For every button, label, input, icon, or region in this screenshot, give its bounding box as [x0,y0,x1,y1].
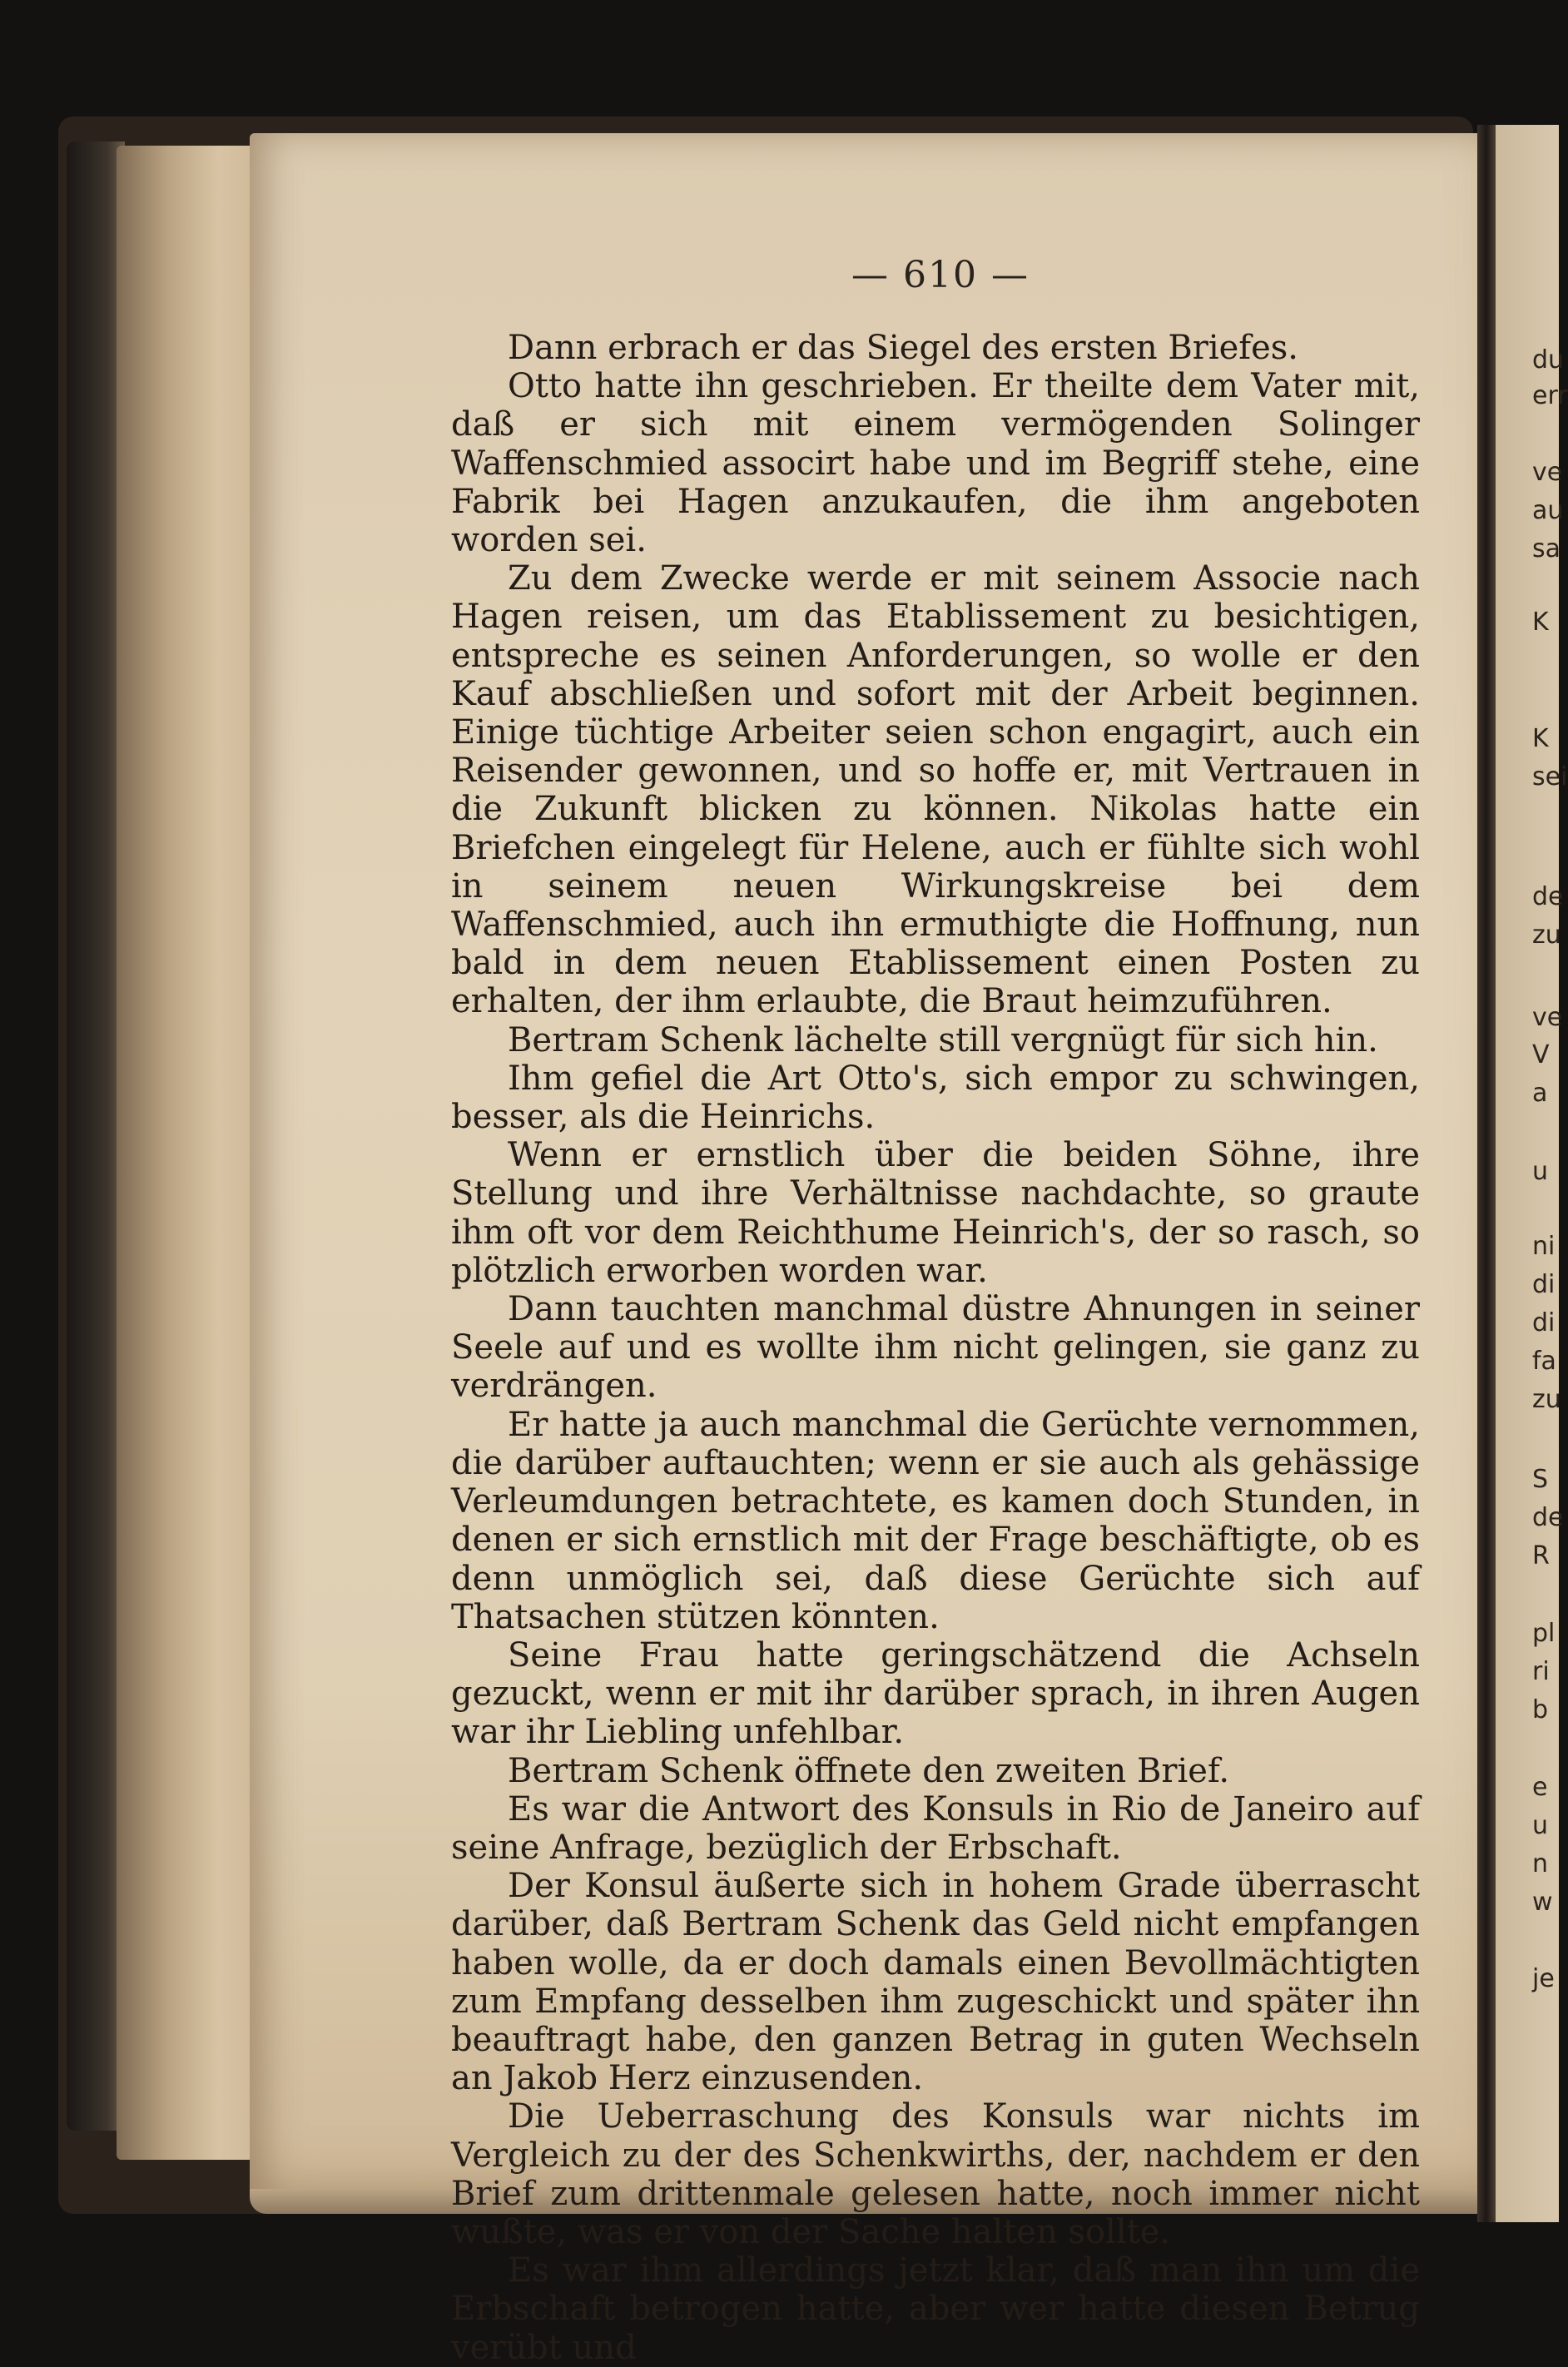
page-text [451,329,1420,2367]
paragraph-5: Ihm gefiel die Art Otto's, sich empor zu schwingen, besser, als die Heinrichs. [451,1059,1420,1137]
next-page-fragment: ve [1532,1003,1563,1032]
paragraph-9: Seine Frau hatte geringschätzend die Achseln gezuckt, wenn er mit ihr darüber sprach, in ihren Augen war ihr Liebling unfehlbar. [451,1635,1420,1752]
next-page-fragment: S [1532,1465,1549,1494]
next-page-fragment: u [1532,1811,1549,1840]
next-page-fragment: sa [1532,534,1561,563]
next-page-fragment: du [1532,345,1565,375]
paragraph-8: Er hatte ja auch manchmal die Gerüchte vernommen, die darüber auftauchten; wenn er sie auch als gehässige Verleumdungen betrachtete, es kamen doch Stunden, in denen er sich ernstlich mit der Frage beschäftigte, ob es denn unmöglich sei, daß diese Gerüchte sich auf Thatsachen stützen könnten. [451,1405,1420,1636]
next-page-fragment: fa [1532,1347,1556,1376]
next-page-fragment: di [1532,1270,1556,1299]
paragraph-1: Dann erbrach er das Siegel des ersten Briefes. [508,329,1299,367]
next-page-edge [1496,125,1568,2222]
paragraph-7: Dann tauchten manchmal düstre Ahnungen in seiner Seele auf und es wollte ihm nicht gelingen, sie ganz zu verdrängen. [451,1290,1420,1406]
paragraph-6: Wenn er ernstlich über die beiden Söhne, ihre Stellung und ihre Verhältnisse nachdachte, so graute ihm oft vor dem Reichthume Heinrich's, der so rasch, so plötzlich erworben worden war. [451,1136,1420,1290]
paragraph-13: Die Ueberraschung des Konsuls war nichts im Vergleich zu der des Schenkwirths, der, nachdem er den Brief zum drittenmale gelesen hatte, noch immer nicht wußte, was er von der Sache halten sollte. [451,2097,1420,2251]
next-page-fragment: u [1532,1157,1549,1186]
next-page-fragment: zu [1532,1385,1561,1414]
paragraph-14: Es war ihm allerdings jetzt klar, daß man ihn um die Erbschaft betrogen hatte, aber wer hatte diesen Betrug verübt und [451,2251,1420,2367]
next-page-fragment: R [1532,1541,1550,1571]
next-page-fragment: de [1532,882,1564,911]
next-page-fragment: V [1532,1040,1550,1069]
paragraph-12: Der Konsul äußerte sich in hohem Grade überrascht darüber, daß Bertram Schenk das Geld nicht empfangen haben wolle, da er doch damals einen Bevollmächtigten zum Empfang desselben ihm zugeschickt und später ihn beauftragt habe, den ganzen Betrag in guten Wechseln an Jakob Herz einzusenden. [451,1867,1420,2098]
next-page-fragment: de [1532,1503,1564,1532]
next-page-fragment: err [1532,381,1568,410]
paragraph-4: Bertram Schenk lächelte still vergnügt für sich hin. [508,1020,1378,1059]
next-page-fragment: pl [1532,1619,1556,1648]
paragraph-11: Es war die Antwort des Konsuls in Rio de Janeiro auf seine Anfrage, bezüglich der Erbschaft. [451,1789,1420,1867]
next-page-fragment: je [1532,1964,1555,1993]
page-number: — 610 — [851,254,1030,296]
next-page-fragment: b [1532,1695,1549,1724]
paragraph-3: Zu dem Zwecke werde er mit seinem Associe nach Hagen reisen, um das Etablissement zu besichtigen, entspreche es seinen Anforderungen, so wolle er den Kauf abschließen und sofort mit der Arbeit beginnen. Einige tüchtige Arbeiter seien schon engagirt, auch ein Reisender gewonnen, und so hoffe er, mit Vertrauen in die Zukunft blicken zu können. Nikolas hatte ein Briefchen eingelegt für Helene, auch er fühlte sich wohl in seinem neuen Wirkungskreise bei dem Waffenschmied, auch ihn ermuthigte die Hoffnung, nun bald in dem neuen Etablissement einen Posten zu erhalten, der ihm erlaubte, die Braut heimzuführen. [451,559,1420,1021]
paragraph-2: Otto hatte ihn geschrieben. Er theilte dem Vater mit, daß er sich mit einem vermögenden Solinger Waffenschmied associrt habe und im Begriff stehe, eine Fabrik bei Hagen anzukaufen, die ihm angeboten worden sei. [451,367,1420,560]
next-page-fragment: n [1532,1849,1549,1878]
paragraph-10: Bertram Schenk öffnete den zweiten Brief. [508,1751,1230,1790]
next-page-fragment: ve [1532,458,1563,487]
book-gutter [1477,125,1496,2222]
next-page-fragment: au [1532,496,1564,525]
next-page-fragment: K [1532,608,1549,637]
next-page-fragment: a [1532,1079,1548,1108]
next-page-fragment: K [1532,724,1549,753]
next-page-fragment: sei [1532,762,1568,791]
next-page-fragment: zu [1532,920,1561,950]
page-stack-edge [117,146,262,2160]
next-page-fragment: di [1532,1308,1556,1337]
next-page-fragment: w [1532,1888,1553,1917]
next-page-fragment: e [1532,1773,1548,1802]
next-page-fragment: ni [1532,1232,1556,1261]
next-page-fragment: ri [1532,1657,1550,1686]
